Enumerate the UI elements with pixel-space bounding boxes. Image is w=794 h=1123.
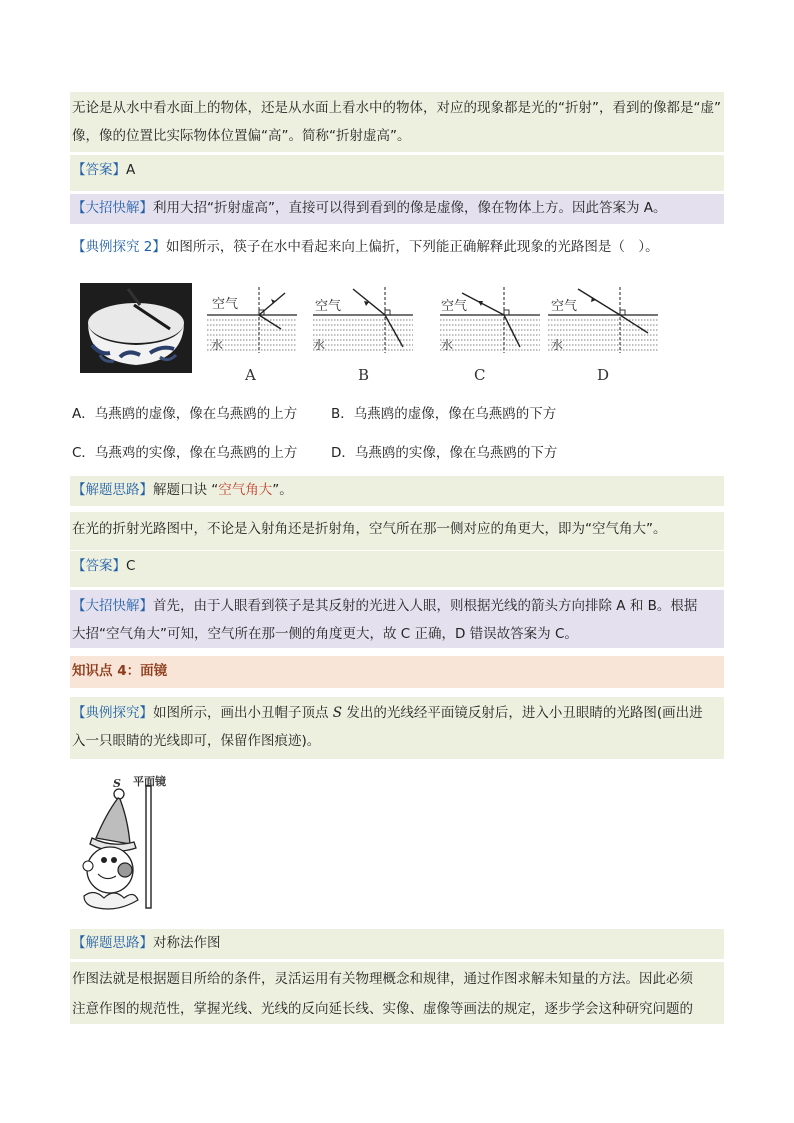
diagram-b-letter: B [358,366,370,384]
example-tag: 【典例探究】 [72,705,153,721]
example-line-2: 入一只眼睛的光线即可，保留作图痕迹)。 [72,733,321,749]
diagram-b-air-label: 空气 [315,299,342,314]
option-c: C．乌燕鸡的实像，像在乌燕鸥的上方 [72,445,298,461]
option-d: D．乌燕鸥的实像，像在乌燕鸥的下方 [331,445,558,461]
diagram-d-air-label: 空气 [551,299,578,314]
quick-solution-2 [70,590,724,648]
diagram-d-water-label: 水 [551,338,564,352]
explanation-line-1: 作图法就是根据题目所给的条件，灵活运用有关物理概念和规律，通过作图求解未知量的方法。因此必须 [72,971,693,987]
example-2-question [70,233,724,261]
clown-mirror-figure [78,778,188,913]
thinking-end: ”。 [272,482,293,498]
intro-line-1: 无论是从水中看水面上的物体，还是从水面上看水中的物体，对应的现象都是光的“折射”，看到的像都是“虚” [72,100,721,116]
quick-text: 利用大招“折射虚高”，直接可以得到看到的像是虚像，像在物体上方。因此答案为 A。 [153,200,667,216]
explanation-2 [70,962,724,1024]
diagram-b-water-label: 水 [313,338,326,352]
explanation-1 [70,512,724,550]
explanation-text: 在光的折射光路图中，不论是入射角还是折射角，空气所在那一侧对应的角更大，即为“空气角大”。 [72,521,667,537]
answer-2 [70,551,724,587]
example-line-1a: 如图所示，画出小丑帽子顶点 [153,705,333,721]
thinking-text: 对称法作图 [153,935,221,951]
diagram-d-letter: D [597,366,610,384]
diagram-c-air-label: 空气 [441,299,468,314]
quick-line-1: 首先，由于人眼看到筷子是其反射的光进入人眼，则根据光线的箭头方向排除 A 和 B。根据 [153,598,698,614]
mirror-label: 平面镜 [133,775,166,788]
thinking-text: 解题口诀 “ [153,482,219,498]
answer-value: C [126,558,136,574]
example-line-1b: 发出的光线经平面镜反射后，进入小丑眼睛的光路图(画出进 [342,705,703,721]
quick-tag: 【大招快解】 [72,598,153,614]
point-s: S [332,705,343,721]
example-tag: 【典例探究 2】 [72,239,166,255]
solution-thinking-1 [70,476,724,506]
explanation-line-2: 注意作图的规范性，掌握光线、光线的反向延长线、实像、虚像等画法的规定，逐步学会这种研究问题的 [72,1001,693,1017]
thinking-highlight: 空气角大 [218,482,273,498]
answer-tag: 【答案】 [72,162,126,178]
quick-line-2: 大招“空气角大”可知，空气所在那一侧的角度更大，故 C 正确，D 错误故答案为 C。 [72,626,578,642]
knowledge-point-4-header [70,656,724,688]
example-3-question [70,697,724,759]
chopstick-bowl-photo [80,283,192,373]
diagram-c-letter: C [474,366,486,384]
diagram-a-letter: A [245,366,256,384]
quick-solution-1 [70,194,724,224]
solution-thinking-2 [70,929,724,959]
diagram-c-water-label: 水 [441,338,454,352]
knowledge-title: 知识点 4：面镜 [72,663,168,679]
point-s-label: S [113,777,121,790]
intro-line-2: 像，像的位置比实际物体位置偏“高”。简称“折射虚高”。 [72,128,411,144]
option-b: B．乌燕鸥的虚像，像在乌燕鸥的下方 [331,406,557,422]
intro-paragraph [70,92,724,152]
quick-tag: 【大招快解】 [72,200,153,216]
diagram-a-air-label: 空气 [212,297,239,312]
answer-1 [70,155,724,191]
option-a: A．乌燕鸥的虚像，像在乌燕鸥的上方 [72,406,298,422]
answer-value: A [126,162,136,178]
diagram-a-water-label: 水 [211,338,224,352]
answer-tag: 【答案】 [72,558,126,574]
thinking-tag: 【解题思路】 [72,935,153,951]
thinking-tag: 【解题思路】 [72,482,153,498]
example-text: 如图所示，筷子在水中看起来向上偏折，下列能正确解释此现象的光路图是（ ）。 [165,239,659,255]
